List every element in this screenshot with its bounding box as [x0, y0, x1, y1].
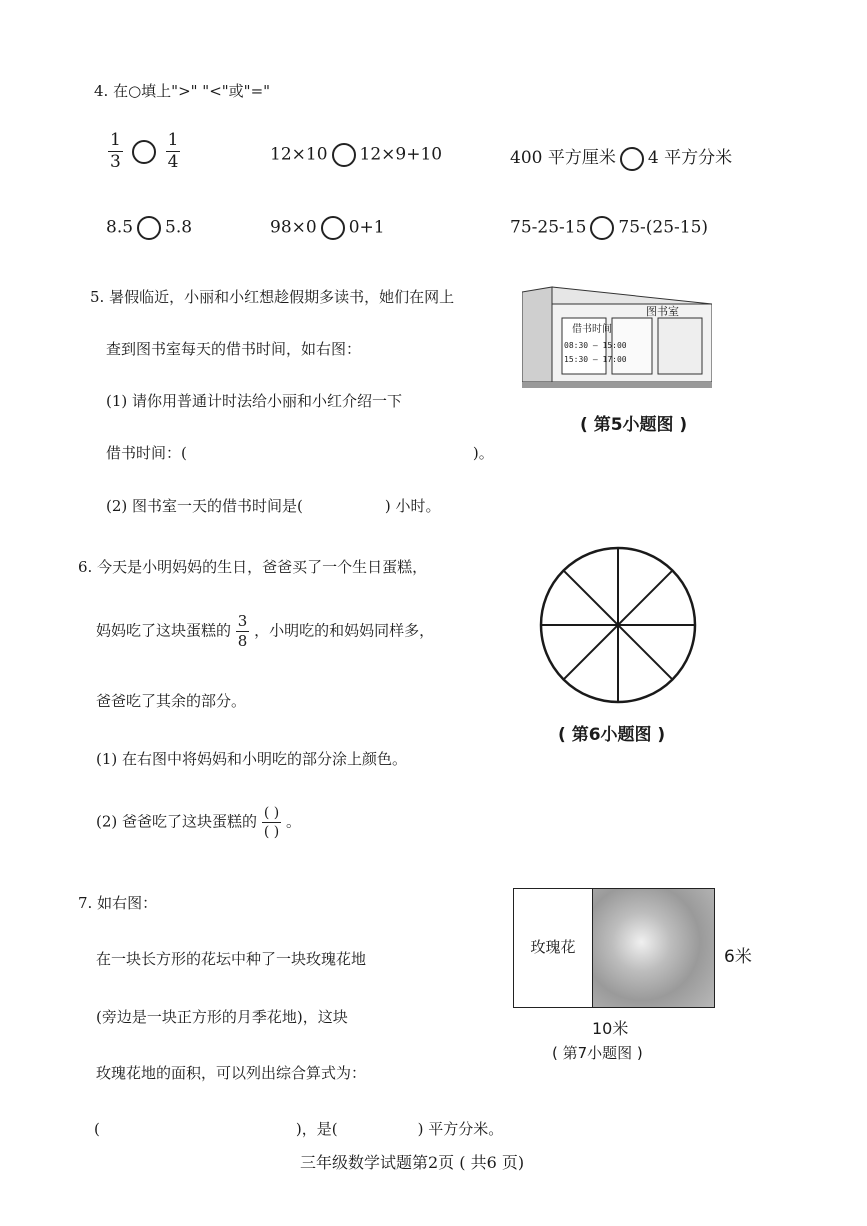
q7-line4: 玫瑰花地的面积，可以列出综合算式为： — [96, 1064, 367, 1082]
flowerbed-diagram — [513, 888, 715, 1008]
answer-fraction-blank[interactable]: $\frac{( )}{( )}$ — [263, 805, 280, 840]
q6-line3: 爸爸吃了其余的部分。 — [96, 692, 247, 710]
library-hours-title: 借书时间 — [572, 324, 612, 335]
q4-row1-item2: 12×10 12×9+10 — [270, 143, 442, 167]
cake-circle-diagram[interactable] — [538, 545, 698, 705]
height-label: 6米 — [724, 947, 752, 967]
q4-row1-item1 — [108, 132, 180, 171]
q7-answer-line: ( )，是( ) 平方分米。 — [94, 1120, 504, 1138]
q6-line1: 6. 今天是小明妈妈的生日，爸爸买了一个生日蛋糕， — [78, 558, 428, 576]
q5-line1: 5. 暑假临近，小丽和小红想趁假期多读书，她们在网上 — [90, 288, 455, 306]
chinese-rose-square — [593, 889, 714, 1007]
q5-borrow-line: 借书时间：( )。 — [106, 444, 494, 462]
compare-circle[interactable] — [137, 216, 161, 240]
rose-label: 玫瑰花 — [530, 938, 576, 956]
q6-caption: ( 第6小题图 ) — [558, 725, 666, 745]
q6-part2: (2) 爸爸吃了这块蛋糕的 $\frac{( )}{( )}$ 。 — [96, 805, 301, 840]
rose-area — [514, 889, 593, 1007]
library-image — [522, 282, 712, 392]
compare-circle[interactable] — [321, 216, 345, 240]
q6-part1: (1) 在右图中将妈妈和小明吃的部分涂上颜色。 — [96, 750, 408, 768]
compare-circle[interactable] — [620, 147, 644, 171]
q7-caption: ( 第7小题图 ) — [552, 1044, 643, 1062]
q4-row2-item2: 98×0 0+1 — [270, 216, 385, 240]
fraction-three-eighths: $\frac{3}{8}$ — [237, 612, 248, 650]
width-label: 10米 — [592, 1019, 629, 1038]
q7-line3: (旁边是一块正方形的月季花地)，这块 — [96, 1008, 348, 1026]
compare-circle[interactable] — [590, 216, 614, 240]
page-footer: 三年级数学试题第2页 ( 共6 页) — [300, 1153, 525, 1172]
library-sign: 图书室 — [646, 305, 679, 318]
compare-circle[interactable] — [132, 140, 156, 164]
fraction-one-fourth: $\frac{1}{4}$ — [167, 130, 179, 172]
q4-row2-item1: 8.5 5.8 — [106, 216, 192, 240]
fraction-one-third: $\frac{1}{3}$ — [110, 130, 121, 172]
q4-title: 4. 在○填上">" "<"或"=" — [94, 82, 271, 100]
q6-line2: 妈妈吃了这块蛋糕的 $\frac{3}{8}$ ，小明吃的和妈妈同样多， — [96, 612, 435, 650]
q7-line2: 在一块长方形的花坛中种了一块玫瑰花地 — [96, 950, 367, 968]
library-time-1: 08:30 — 15:00 — [564, 341, 627, 350]
q4-row1-item3: 400 平方厘米 4 平方分米 — [510, 143, 732, 171]
q5-line2: 查到图书室每天的借书时间，如右图： — [106, 340, 362, 358]
q5-part1: (1) 请你用普通计时法给小丽和小红介绍一下 — [106, 392, 403, 410]
library-time-2: 15:30 — 17:00 — [564, 355, 627, 364]
compare-circle[interactable] — [332, 143, 356, 167]
q5-caption: ( 第5小题图 ) — [580, 415, 688, 435]
q7-line1: 7. 如右图： — [78, 894, 158, 912]
q5-part2: (2) 图书室一天的借书时间是( ) 小时。 — [106, 497, 441, 515]
q4-row2-item3: 75-25-15 75-(25-15) — [510, 216, 708, 240]
